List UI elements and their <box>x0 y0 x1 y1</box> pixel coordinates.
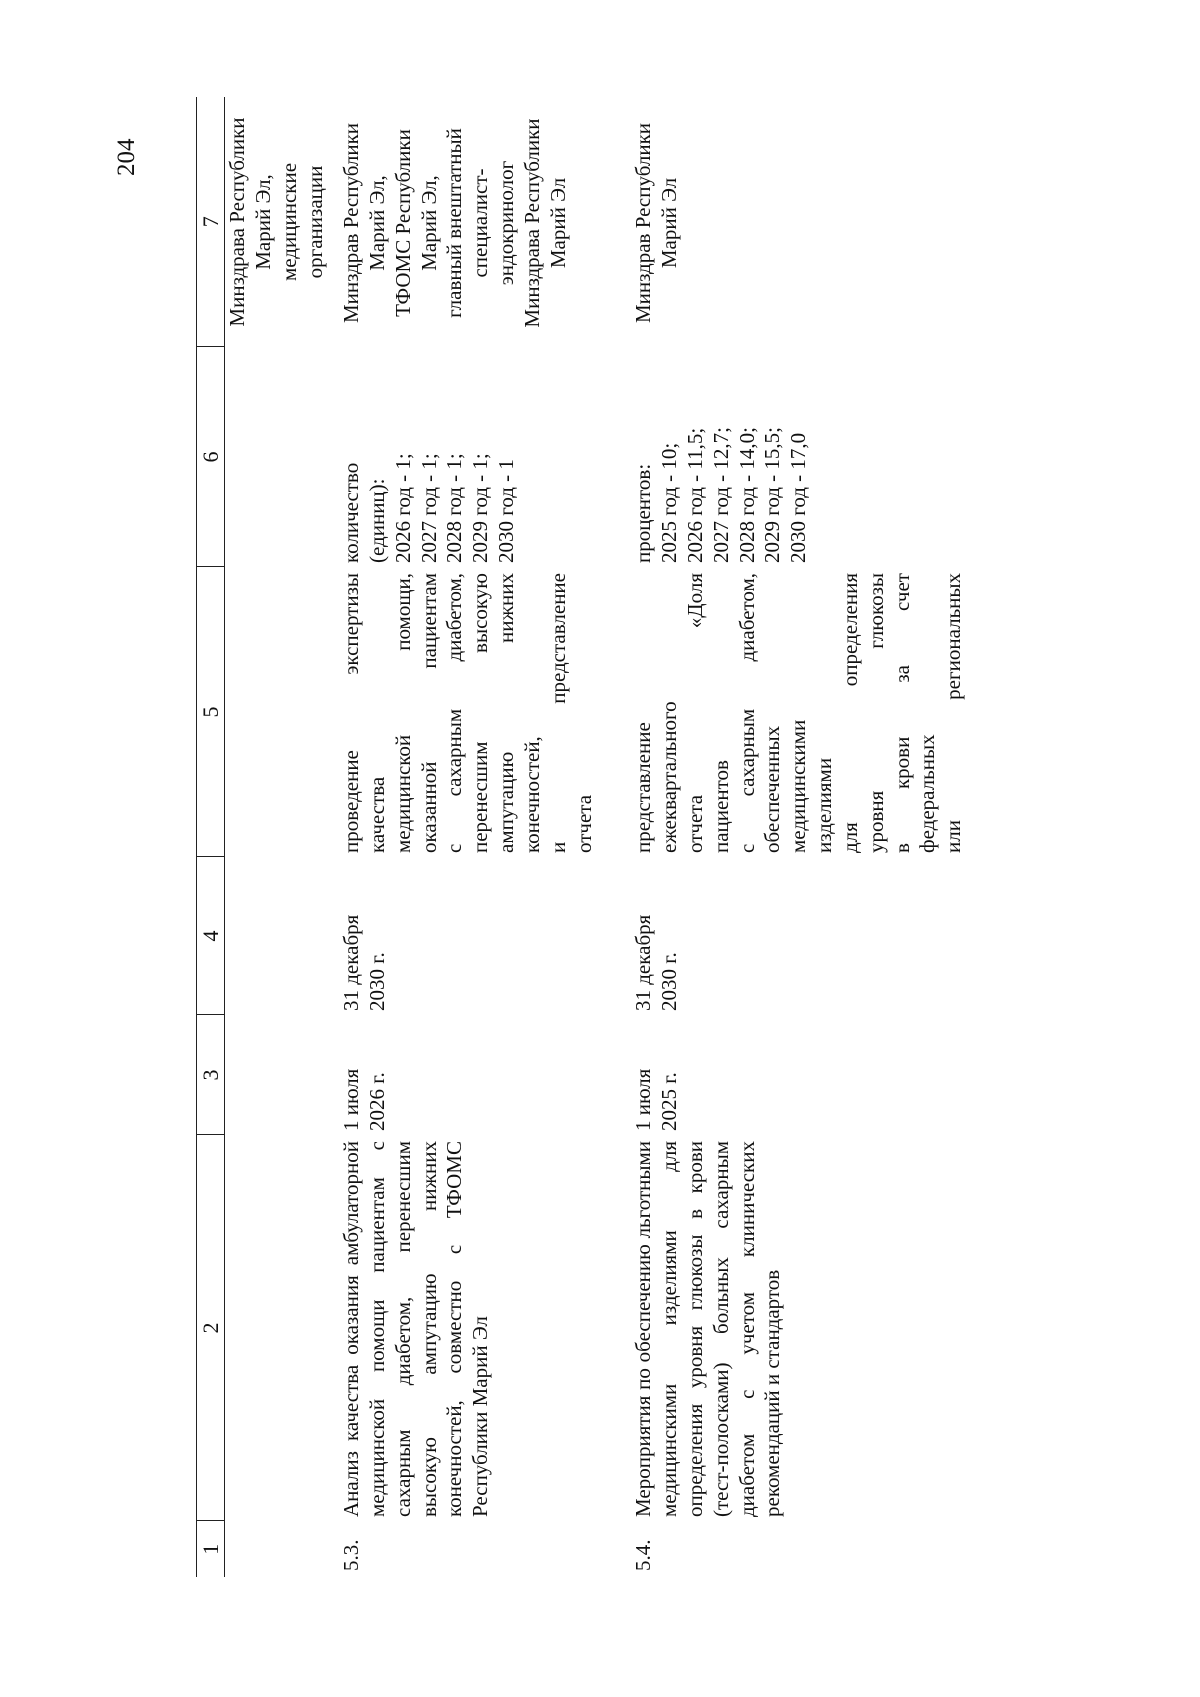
column-header-7: 7 <box>197 97 225 347</box>
column-number-header <box>197 97 225 1577</box>
column-header-2: 2 <box>197 1135 225 1521</box>
indicator: количество (единиц): 2026 год - 1; 2027 год - 1; 2028 год - 1; 2029 год - 1; 2030 год - 1 <box>339 453 519 563</box>
continued-row <box>225 97 336 1577</box>
continued-executor-cell: Минздрава Республики Марий Эл, медицинские организации <box>225 117 327 327</box>
table-row <box>627 97 967 1577</box>
executor: Минздрав Республики Марий Эл <box>631 122 682 324</box>
row-number: 5.4. <box>631 1539 656 1571</box>
measures-table <box>196 97 967 1577</box>
start-date: 1 июля 2025 г. <box>631 1068 682 1131</box>
start-date: 1 июля 2026 г. <box>339 1068 389 1131</box>
column-header-3: 3 <box>197 1015 225 1135</box>
expected-result: проведение экспертизы качества медицинской помощи, оказанной пациентам с сахарным диабетом, перенесшим высокую ампутацию нижних конечностей, и представление отчета <box>339 573 596 853</box>
page-number: 204 <box>113 138 140 176</box>
end-date: 31 декабря 2030 г. <box>339 914 389 1011</box>
executor: Минздрав Республики Марий Эл, ТФОМС Республики Марий Эл, главный внештатный специалист- эндокринолог Минздрава Республики Марий Эл <box>339 118 570 328</box>
column-header-4: 4 <box>197 857 225 1015</box>
indicator: процентов: 2025 год - 10; 2026 год - 11,5; 2027 год - 12,7; 2028 год - 14,0; 2029 год - 15,5; 2030 год - 17,0 <box>631 427 811 563</box>
row-number: 5.3. <box>339 1539 364 1571</box>
measure-name: Анализ качества оказания амбулаторной медицинской помощи пациентам с сахарным диабетом, перенесшим высокую ампутацию нижних конечностей, совместно с ТФОМС Республики Марий Эл <box>339 1141 493 1517</box>
column-header-1: 1 <box>197 1521 225 1577</box>
expected-result: представление ежеквартального отчета «Доля пациентов с сахарным диабетом, обеспеченных медицинскими изделиями для определения уровня глюкозы в крови за счет федеральных или региональных <box>631 573 966 853</box>
column-header-6: 6 <box>197 347 225 567</box>
measure-name: Мероприятия по обеспечению льготными медицинскими изделиями для определения уровня глюкозы в крови (тест-полосками) больных сахарным диабетом с учетом клинических рекомендаций и стандартов <box>631 1141 785 1517</box>
table-row <box>335 97 627 1577</box>
column-header-5: 5 <box>197 567 225 857</box>
end-date: 31 декабря 2030 г. <box>631 914 682 1011</box>
